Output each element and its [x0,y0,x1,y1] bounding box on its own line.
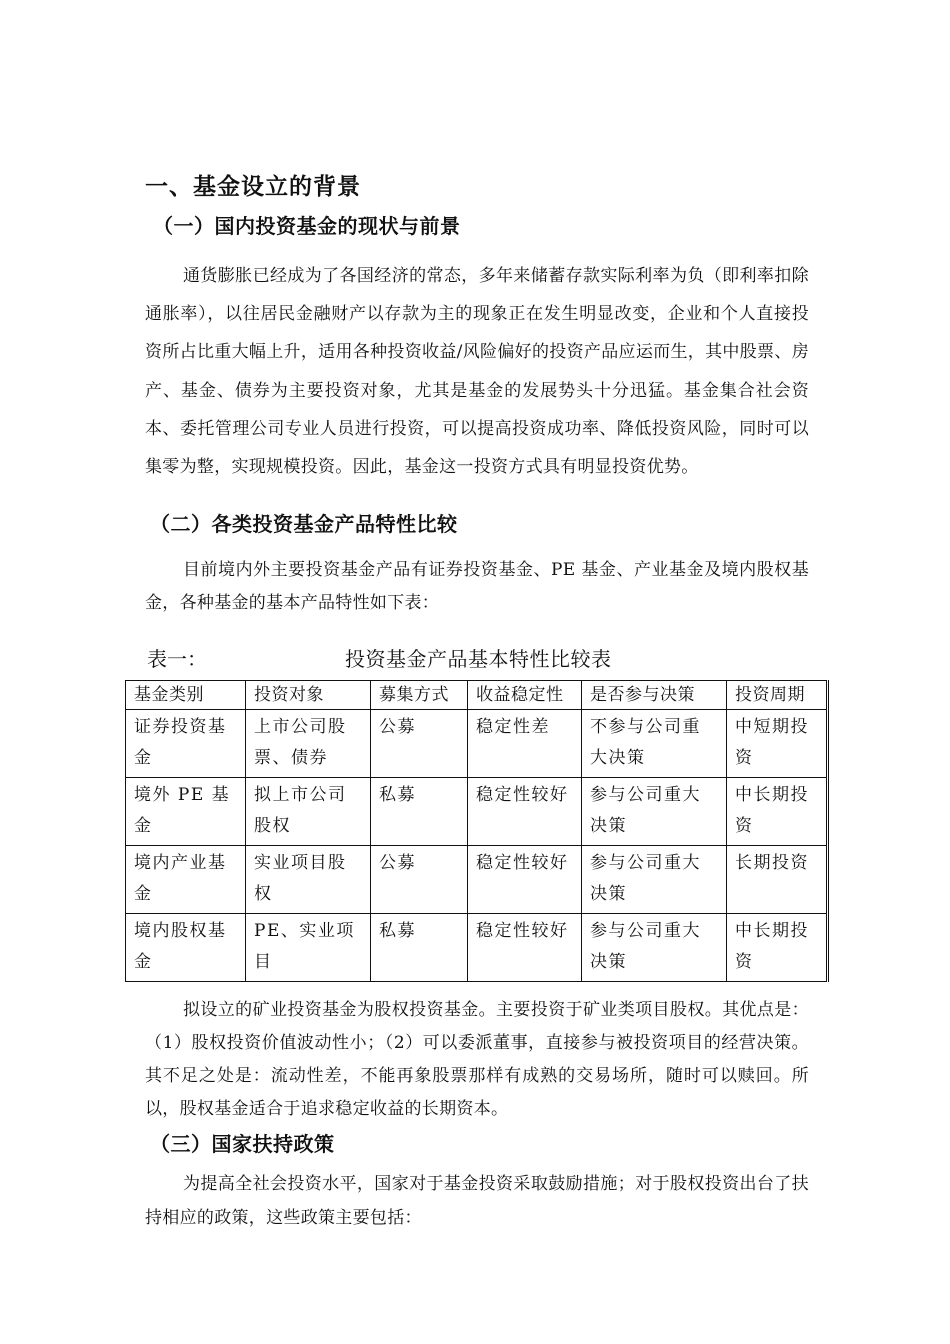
table-caption-label: 表一： [147,647,207,671]
table-row [126,710,828,778]
section-title-product-comparison: （二）各类投资基金产品特性比较 [150,512,458,536]
table-cell: 长期投资 [727,846,828,914]
paragraph-mining-fund: 拟设立的矿业投资基金为股权投资基金。主要投资于矿业类项目股权。其优点是：（1）股权投资价值波动性小；（2）可以委派董事，直接参与被投资项目的经营决策。其不足之处是：流动性差，不能再象股票那样有成熟的交易场所，随时可以赎回。所以，股权基金适合于追求稳定收益的长期资本。 [145,1000,809,1119]
paragraph-domestic-funds: 通货膨胀已经成为了各国经济的常态，多年来储蓄存款实际利率为负（即利率扣除通胀率），以往居民金融财产以存款为主的现象正在发生明显改变，企业和个人直接投资所占比重大幅上升，适用各种投资收益/风险偏好的投资产品应运而生，其中股票、房产、基金、债券为主要投资对象，尤其是基金的发展势头十分迅猛。基金集合社会资本、委托管理公司专业人员进行投资，可以提高投资成功率、降低投资风险，同时可以集零为整，实现规模投资。因此，基金这一投资方式具有明显投资优势。 [145,266,809,478]
header-return-stability: 收益稳定性 [468,681,582,710]
table-cell: 不参与公司重大决策 [582,710,727,778]
table-cell: 上市公司股票、债券 [246,710,371,778]
table-cell: 私募 [371,778,468,846]
table-row [126,778,828,846]
table-cell: 稳定性差 [468,710,582,778]
header-decision-participation: 是否参与决策 [582,681,727,710]
table-caption-title: 投资基金产品基本特性比较表 [345,647,612,671]
table-cell: 公募 [371,846,468,914]
table-cell: 稳定性较好 [468,914,582,982]
table-cell: 实业项目股权 [246,846,371,914]
table-row [126,914,828,982]
table-cell: 境内产业基金 [126,846,246,914]
header-investment-period: 投资周期 [727,681,828,710]
table-cell: 稳定性较好 [468,778,582,846]
table-cell: 中长期投资 [727,914,828,982]
paragraph-product-comparison: 目前境内外主要投资基金产品有证券投资基金、PE 基金、产业基金及境内股权基金，各种基金的基本产品特性如下表： [145,560,809,613]
table-row [126,846,828,914]
table-cell: 参与公司重大决策 [582,778,727,846]
table-cell: 公募 [371,710,468,778]
table-cell: 拟上市公司股权 [246,778,371,846]
heading-background: 一、基金设立的背景 [145,174,361,200]
table-cell: 中长期投资 [727,778,828,846]
section-title-domestic-funds: （一）国内投资基金的现状与前景 [153,214,461,238]
table-cell: PE、实业项目 [246,914,371,982]
header-fundraising-method: 募集方式 [371,681,468,710]
header-investment-target: 投资对象 [246,681,371,710]
table-header-row [126,681,828,710]
table-cell: 中短期投资 [727,710,828,778]
table-cell: 证券投资基金 [126,710,246,778]
section-title-policy-support: （三）国家扶持政策 [150,1132,335,1156]
table-cell: 境内股权基金 [126,914,246,982]
fund-comparison-table [125,680,829,982]
table-cell: 参与公司重大决策 [582,846,727,914]
table-cell: 境外 PE 基金 [126,778,246,846]
table-cell: 私募 [371,914,468,982]
header-fund-type: 基金类别 [126,681,246,710]
table-cell: 稳定性较好 [468,846,582,914]
table-cell: 参与公司重大决策 [582,914,727,982]
paragraph-policy-support: 为提高全社会投资水平，国家对于基金投资采取鼓励措施；对于股权投资出台了扶持相应的政策，这些政策主要包括： [145,1174,809,1228]
